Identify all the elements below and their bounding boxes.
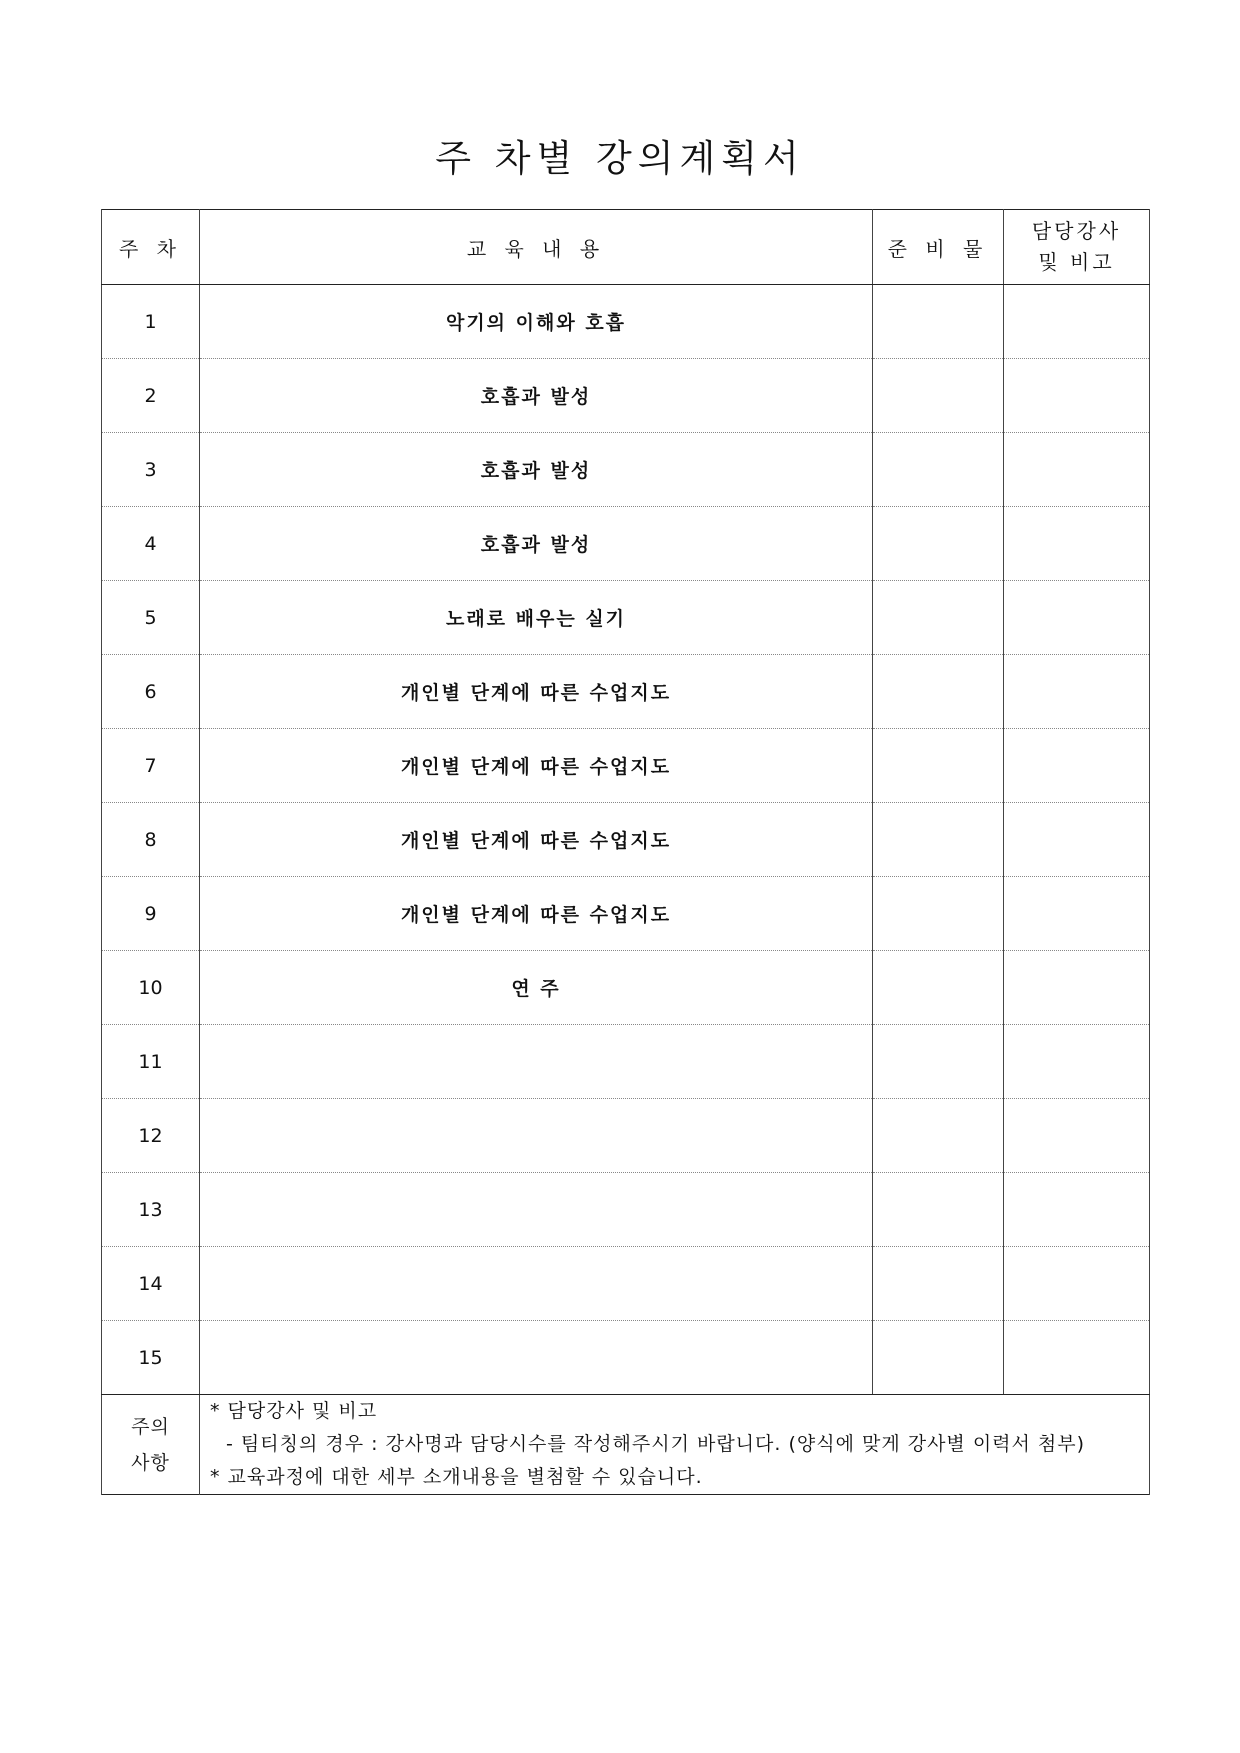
table-row <box>102 1247 1150 1321</box>
table-row <box>102 581 1150 655</box>
week-cell: 5 <box>102 581 200 655</box>
notes-label-line1: 주의 <box>131 1415 170 1438</box>
materials-cell <box>873 803 1004 877</box>
header-remark <box>1004 210 1150 285</box>
week-cell: 1 <box>102 285 200 359</box>
note-line-2: - 팀티칭의 경우 : 강사명과 담당시수를 작성해주시기 바랍니다. (양식에 맞게 강사별 이력서 첨부) <box>226 1433 1086 1455</box>
materials-cell <box>873 951 1004 1025</box>
content-cell: 개인별 단계에 따른 수업지도 <box>200 877 873 951</box>
weekly-plan-table <box>101 209 1150 1495</box>
remark-cell <box>1004 1173 1150 1247</box>
remark-cell <box>1004 507 1150 581</box>
table-row <box>102 877 1150 951</box>
week-cell: 4 <box>102 507 200 581</box>
table-row <box>102 1099 1150 1173</box>
content-cell <box>200 1247 873 1321</box>
remark-cell <box>1004 433 1150 507</box>
remark-cell <box>1004 729 1150 803</box>
notes-body <box>200 1395 1150 1495</box>
table-header-row <box>102 210 1150 285</box>
content-cell: 호흡과 발성 <box>200 359 873 433</box>
materials-cell <box>873 433 1004 507</box>
table-row <box>102 359 1150 433</box>
notes-label <box>102 1395 200 1495</box>
header-materials: 준 비 물 <box>873 210 1004 285</box>
week-cell: 6 <box>102 655 200 729</box>
week-cell: 10 <box>102 951 200 1025</box>
header-content: 교 육 내 용 <box>200 210 873 285</box>
remark-cell <box>1004 285 1150 359</box>
content-cell <box>200 1173 873 1247</box>
table-row <box>102 1173 1150 1247</box>
week-cell: 11 <box>102 1025 200 1099</box>
table-row <box>102 803 1150 877</box>
remark-cell <box>1004 877 1150 951</box>
content-cell: 호흡과 발성 <box>200 507 873 581</box>
table-row <box>102 1321 1150 1395</box>
content-cell <box>200 1025 873 1099</box>
page-title: 주 차별 강의계획서 <box>435 137 805 180</box>
week-cell: 13 <box>102 1173 200 1247</box>
remark-cell <box>1004 1247 1150 1321</box>
week-cell: 15 <box>102 1321 200 1395</box>
materials-cell <box>873 1099 1004 1173</box>
content-cell: 연 주 <box>200 951 873 1025</box>
header-week: 주 차 <box>102 210 200 285</box>
week-cell: 3 <box>102 433 200 507</box>
week-cell: 7 <box>102 729 200 803</box>
content-cell: 개인별 단계에 따른 수업지도 <box>200 803 873 877</box>
week-cell: 14 <box>102 1247 200 1321</box>
materials-cell <box>873 655 1004 729</box>
table-row <box>102 951 1150 1025</box>
materials-cell <box>873 877 1004 951</box>
table-row <box>102 1025 1150 1099</box>
materials-cell <box>873 507 1004 581</box>
materials-cell <box>873 729 1004 803</box>
table-row <box>102 729 1150 803</box>
week-cell: 2 <box>102 359 200 433</box>
materials-cell <box>873 1321 1004 1395</box>
content-cell: 악기의 이해와 호흡 <box>200 285 873 359</box>
remark-cell <box>1004 803 1150 877</box>
remark-cell <box>1004 1321 1150 1395</box>
week-cell: 9 <box>102 877 200 951</box>
remark-cell <box>1004 655 1150 729</box>
content-cell: 개인별 단계에 따른 수업지도 <box>200 729 873 803</box>
content-cell <box>200 1099 873 1173</box>
note-line-3: * 교육과정에 대한 세부 소개내용을 별첨할 수 있습니다. <box>210 1466 703 1488</box>
content-cell <box>200 1321 873 1395</box>
materials-cell <box>873 1025 1004 1099</box>
notes-row <box>102 1395 1150 1495</box>
materials-cell <box>873 1247 1004 1321</box>
week-cell: 12 <box>102 1099 200 1173</box>
materials-cell <box>873 1173 1004 1247</box>
notes-label-line2: 사항 <box>131 1451 170 1474</box>
remark-cell <box>1004 1099 1150 1173</box>
header-remark-line1: 담당강사 <box>1031 219 1122 243</box>
remark-cell <box>1004 359 1150 433</box>
table-row <box>102 433 1150 507</box>
remark-cell <box>1004 1025 1150 1099</box>
materials-cell <box>873 285 1004 359</box>
remark-cell <box>1004 581 1150 655</box>
remark-cell <box>1004 951 1150 1025</box>
content-cell: 개인별 단계에 따른 수업지도 <box>200 655 873 729</box>
content-cell: 노래로 배우는 실기 <box>200 581 873 655</box>
table-row <box>102 655 1150 729</box>
note-line-1: * 담당강사 및 비고 <box>210 1400 378 1422</box>
materials-cell <box>873 581 1004 655</box>
materials-cell <box>873 359 1004 433</box>
header-remark-line2: 및 비고 <box>1038 250 1115 274</box>
content-cell: 호흡과 발성 <box>200 433 873 507</box>
table-row <box>102 285 1150 359</box>
week-cell: 8 <box>102 803 200 877</box>
table-row <box>102 507 1150 581</box>
